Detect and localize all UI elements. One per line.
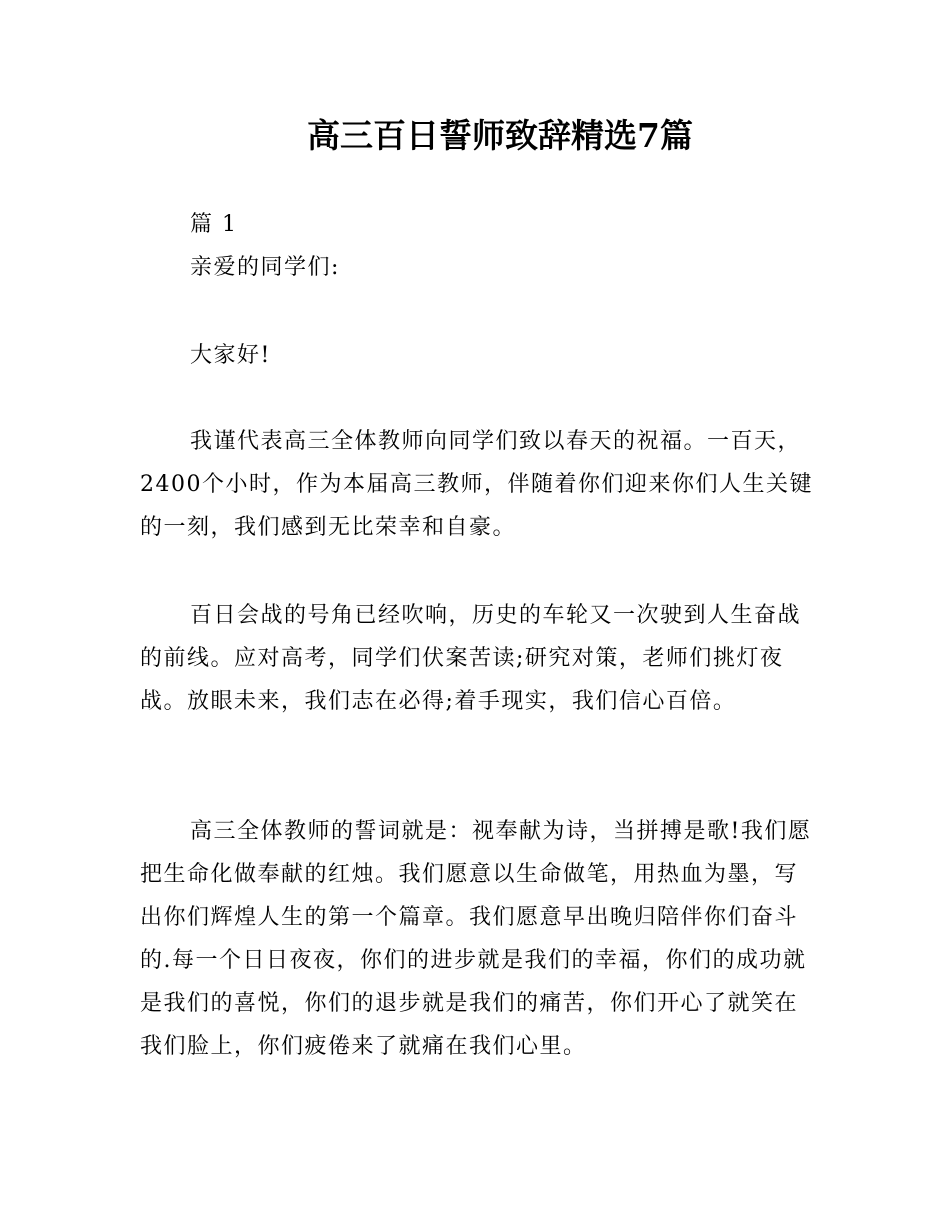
paragraph-3: 高三全体教师的誓词就是：视奉献为诗，当拼搏是歌!我们愿把生命化做奉献的红烛。我们愿意以生命做笔，用热血为墨，写出你们辉煌人生的第一个篇章。我们愿意早出晚归陪伴你们奋斗的.每一个日日夜夜，你们的进步就是我们的幸福，你们的成功就是我们的喜悦，你们的退步就是我们的痛苦，你们开心了就笑在我们脸上，你们疲倦来了就痛在我们心里。 [140, 819, 812, 1059]
salutation: 亲爱的同学们: [190, 255, 340, 280]
document-title: 高三百日誓师致辞精选7篇 [307, 116, 693, 155]
greeting: 大家好! [190, 343, 271, 368]
section-label: 篇 1 [190, 212, 238, 237]
paragraph-2: 百日会战的号角已经吹响，历史的车轮又一次驶到人生奋战的前线。应对高考，同学们伏案苦读;研究对策，老师们挑灯夜战。放眼未来，我们志在必得;着手现实，我们信心百倍。 [140, 603, 802, 714]
paragraph-1: 我谨代表高三全体教师向同学们致以春天的祝福。一百天，2400个小时，作为本届高三教师，伴随着你们迎来你们人生关键的一刻，我们感到无比荣幸和自豪。 [140, 429, 813, 540]
